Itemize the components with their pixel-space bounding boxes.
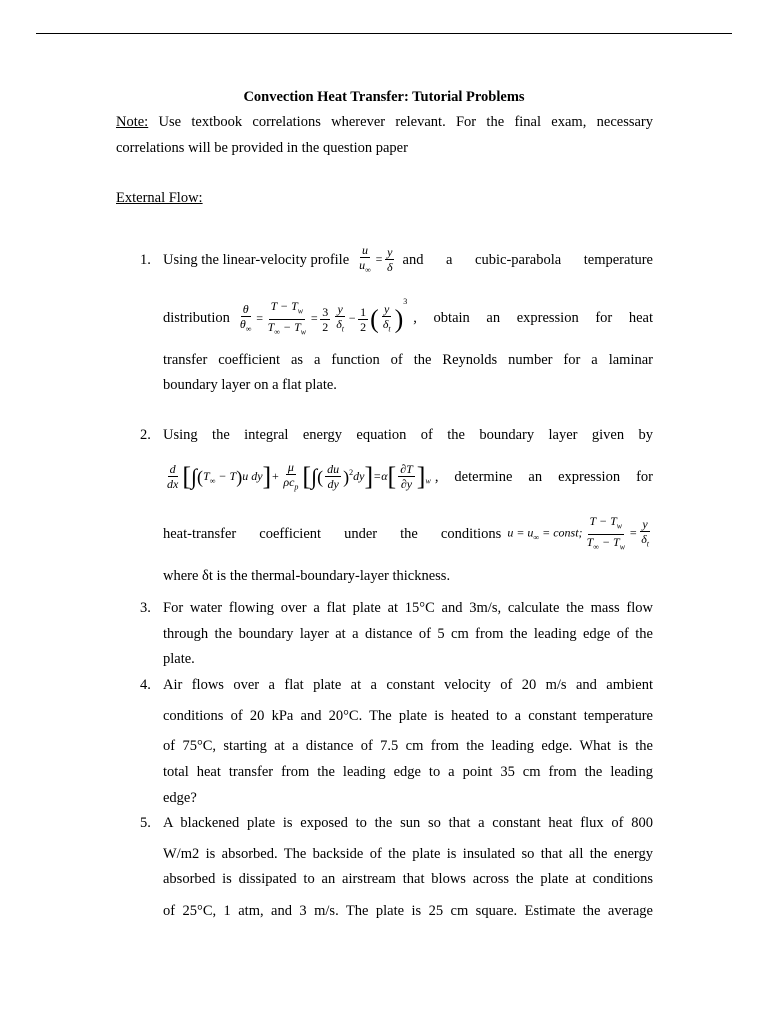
problem-4-line-1: Air flows over a flat plate at a constant velocity of 20 m/s and ambient (163, 677, 653, 693)
temperature-distribution-equation: $\frac{\theta}{\theta_\infty}$ = $\frac{T - T_w}{T_\infty - T_w}$ = $\frac{3}{2}$ $\frac{y}{\delta_t}$ − $\frac{1}{2}$ ( $\frac{y}{\delta_t}$ )$^3$ (239, 296, 408, 337)
problem-1-text-c: distribution (163, 309, 230, 326)
problem-5-line-1: A blackened plate is exposed to the sun so that a constant heat flux of 800 (163, 815, 653, 831)
integral-energy-equation: $\frac{d}{dx}$ [$\int(T_\infty - T)u$ dy]+ $\frac{\mu}{\rho c_p}$ [∫( $\frac{du}{dy}$ )$^2$dy]=α[ $\frac{\partial T}{\partial y}$ ]$_w$ (167, 459, 431, 492)
velocity-profile-equation: $\frac{u}{u_\infty}$ = $\frac{y}{\delta}$ (359, 242, 393, 275)
problem-5-line-4: of 25°C, 1 atm, and 3 m/s. The plate is 25 cm square. Estimate the average (163, 903, 653, 919)
problem-2-number: 2. (140, 427, 151, 443)
note-line-1 (116, 114, 653, 131)
problem-1-text-a: Using the linear-velocity profile (163, 251, 350, 268)
problem-2-line-1: Using the integral energy equation of the boundary layer given by (163, 427, 653, 443)
note-label: Note: (116, 114, 149, 130)
section-heading: External Flow: (116, 190, 203, 206)
problem-3-line-3: plate. (163, 651, 195, 667)
problem-1-number: 1. (140, 252, 151, 268)
document-title: Convection Heat Transfer: Tutorial Problems (243, 89, 525, 105)
problem-2-line-3 (163, 512, 653, 556)
problem-5-line-3: absorbed is dissipated to an airstream that blows across the plate at conditions (163, 871, 653, 887)
conditions-equation: $u = u_\infty$ = const; $\frac{T - T_w}{T_\infty - T_w}$ = $\frac{y}{\delta_t}$ (507, 514, 649, 551)
problem-2-text-b: , determine an expression for (434, 468, 653, 485)
problem-3-line-2: through the boundary layer at a distance of 5 cm from the leading edge of the (163, 626, 653, 642)
problem-1-text-d: , obtain an expression for heat (413, 309, 653, 326)
problem-4-number: 4. (140, 677, 151, 693)
note-line-2: correlations will be provided in the question paper (116, 140, 408, 156)
note-text-1: Use textbook correlations wherever relevant. For the final exam, necessary (158, 114, 653, 130)
problem-2-line-2 (163, 450, 653, 504)
problem-1-line-3: transfer coefficient as a function of the Reynolds number for a laminar (163, 352, 653, 368)
problem-1-line-2 (163, 292, 653, 344)
problem-2-text-c: heat-transfer coefficient under the conditions (163, 525, 502, 542)
problem-3-line-1: For water flowing over a flat plate at 15°C and 3m/s, calculate the mass flow (163, 600, 653, 616)
problem-4-line-3: of 75°C, starting at a distance of 7.5 cm from the leading edge. What is the (163, 738, 653, 754)
problem-3-number: 3. (140, 600, 151, 616)
header-rule (36, 33, 732, 34)
problem-4-line-4: total heat transfer from the leading edge to a point 35 cm from the leading (163, 764, 653, 780)
problem-5-line-2: W/m2 is absorbed. The backside of the plate is insulated so that all the energy (163, 846, 653, 862)
problem-1-text-b: and a cubic-parabola temperature (402, 251, 653, 268)
problem-1-line-1 (163, 240, 653, 280)
problem-1-line-4: boundary layer on a flat plate. (163, 377, 337, 393)
problem-4-line-5: edge? (163, 790, 197, 806)
problem-4-line-2: conditions of 20 kPa and 20°C. The plate is heated to a constant temperature (163, 708, 653, 724)
problem-5-number: 5. (140, 815, 151, 831)
problem-2-line-4: where δt is the thermal-boundary-layer thickness. (163, 568, 451, 584)
